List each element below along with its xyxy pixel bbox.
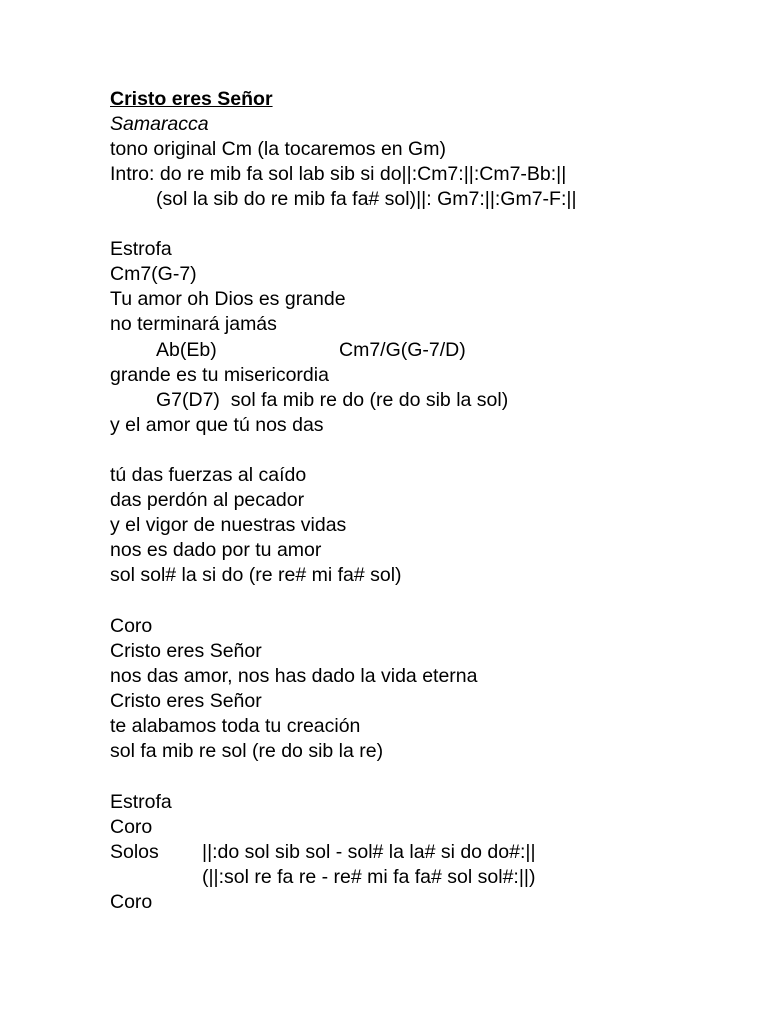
chord-line: G7(D7) sol fa mib re do (re do sib la sol) — [156, 389, 509, 411]
notes-line: sol fa mib re sol (re do sib la re) — [110, 740, 384, 762]
lyric-line: Tu amor oh Dios es grande — [110, 288, 346, 310]
lyric-line: no terminará jamás — [110, 313, 277, 335]
solos-label: Solos — [110, 841, 159, 863]
estrofa-heading: Estrofa — [110, 238, 172, 260]
coro-heading: Coro — [110, 615, 153, 637]
song-title: Cristo eres Señor — [110, 88, 273, 110]
chord-line: Cm7(G-7) — [110, 263, 197, 285]
lyric-line: nos es dado por tu amor — [110, 539, 322, 561]
lyric-line: tú das fuerzas al caído — [110, 464, 307, 486]
intro-line-2: (sol la sib do re mib fa fa# sol)||: Gm7:||:Gm7-F:|| — [156, 188, 577, 210]
section-label: Estrofa — [110, 791, 172, 813]
lyric-line: grande es tu misericordia — [110, 364, 329, 386]
section-label: Coro — [110, 816, 153, 838]
section-label: Coro — [110, 891, 153, 913]
song-author: Samaracca — [110, 113, 209, 135]
lyric-line: y el amor que tú nos das — [110, 414, 324, 436]
lyric-line: nos das amor, nos has dado la vida eterna — [110, 665, 478, 687]
lyric-line: das perdón al pecador — [110, 489, 305, 511]
solos-line-2: (||:sol re fa re - re# mi fa fa# sol sol#:||) — [202, 866, 536, 888]
key-note: tono original Cm (la tocaremos en Gm) — [110, 138, 446, 160]
lyric-line: y el vigor de nuestras vidas — [110, 514, 347, 536]
lyric-line: Cristo eres Señor — [110, 640, 262, 662]
intro-line-1: Intro: do re mib fa sol lab sib si do||:Cm7:||:Cm7-Bb:|| — [110, 163, 567, 185]
lyric-line: Cristo eres Señor — [110, 690, 262, 712]
notes-line: sol sol# la si do (re re# mi fa# sol) — [110, 564, 402, 586]
lyric-line: te alabamos toda tu creación — [110, 715, 361, 737]
chord-line: Cm7/G(G-7/D) — [339, 339, 466, 361]
chord-line: Ab(Eb) — [156, 339, 217, 361]
solos-line-1: ||:do sol sib sol - sol# la la# si do do#:|| — [202, 841, 536, 863]
